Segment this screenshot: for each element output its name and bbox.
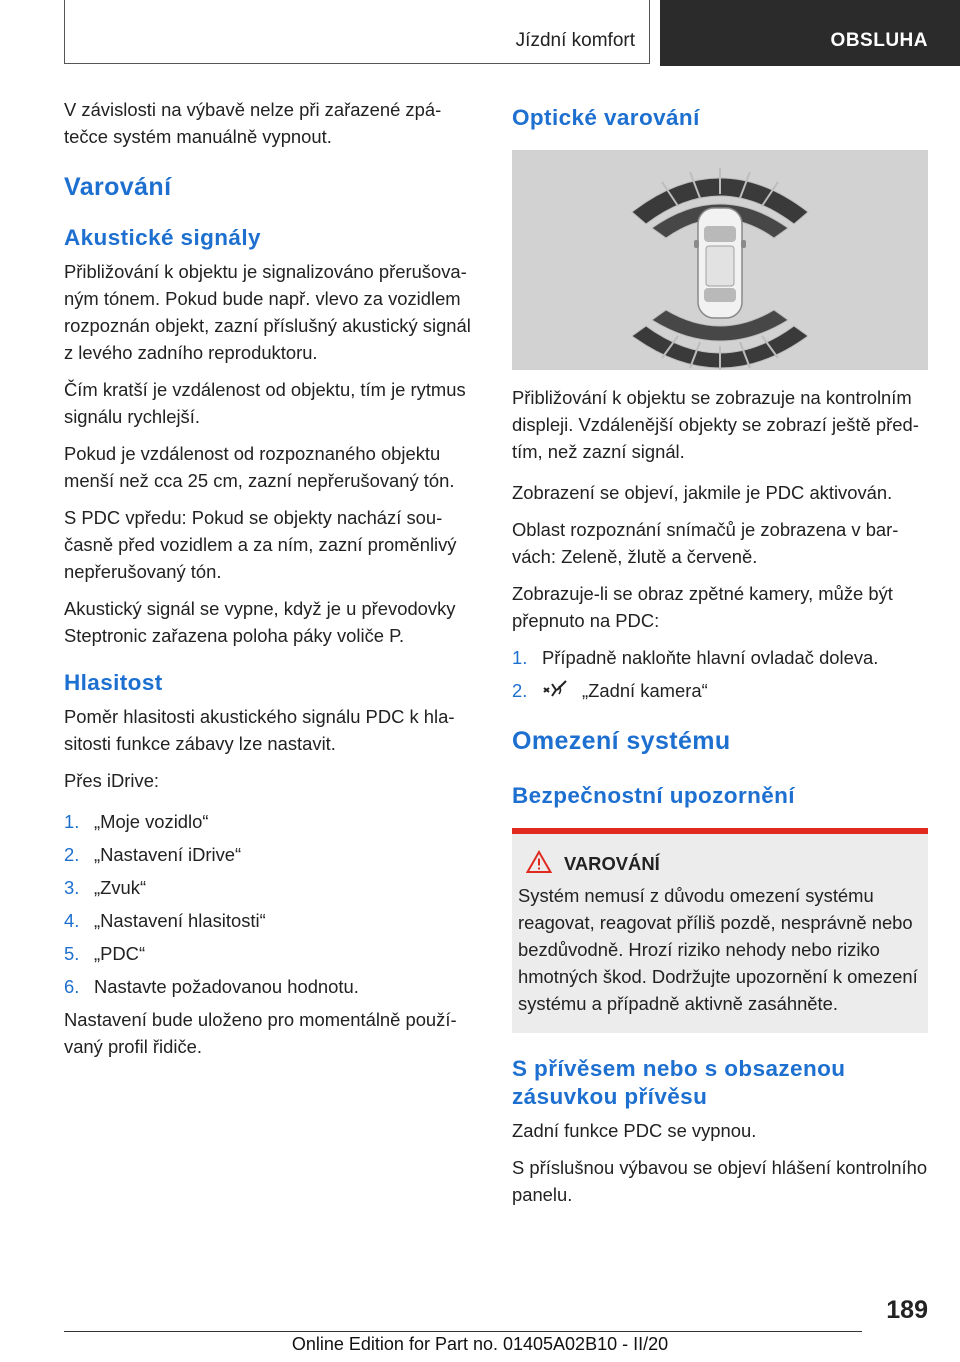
header-frame [64,0,650,64]
volume-paragraph-2: Přes iDrive: [64,770,160,791]
right-column [512,96,928,1218]
heading-warning: Varování [64,173,172,201]
chapter-tab-label: OBSLUHA [830,30,928,51]
list-item: 5. „PDC“ [64,943,146,964]
optical-paragraph-4: Zobrazuje-li se obraz zpětné kamery, může být přepnuto na PDC: [512,583,893,631]
heading-acoustic-signals: Akustické signály [64,225,261,250]
list-item: 1. „Moje vozidlo“ [64,811,209,832]
volume-paragraph-1: Poměr hlasitosti akustického signálu PDC k hlasitosti funkce zábavy lze nastavit. [64,706,455,754]
heading-optical-warning: Optické varování [512,105,700,130]
footer-edition: Online Edition for Part no. 01405A02B10 - II/20 [291,1334,669,1354]
pdc-display-illustration [512,150,928,370]
volume-paragraph-3: Nastavení bude uloženo pro momentálně používaný profil řidiče. [64,1009,457,1057]
acoustic-paragraph-3: Pokud je vzdálenost od rozpoznaného objektu menší než cca 25 cm, zazní nepřerušovaný tón. [64,443,455,491]
trailer-paragraph-2: S příslušnou výbavou se objeví hlášení kontrolního panelu. [512,1157,928,1205]
page-number: 189 [886,1296,928,1324]
chapter-tab[interactable] [660,0,960,66]
left-column [64,96,478,1070]
warning-label: VAROVÁNÍ [564,853,660,874]
optical-paragraph-2: Zobrazení se objeví, jakmile je PDC aktivován. [512,482,893,503]
trailer-paragraph-1: Zadní funkce PDC se vypnou. [512,1120,757,1141]
intro-paragraph: V závislosti na výbavě nelze při zařazené zpátečce systém manuálně vypnout. [64,99,442,147]
acoustic-paragraph-1: Přibližování k objektu je signalizováno přerušovaným tónem. Pokud bude např. vlevo za vozidlem rozpoznán objekt, zazní příslušný akustický signál z levého zadního reproduktoru. [64,261,471,363]
acoustic-paragraph-2: Čím kratší je vzdálenost od objektu, tím je rytmus signálu rychlejší. [64,379,466,427]
list-item: 2. „Nastavení iDrive“ [64,844,242,865]
section-title: Jízdní komfort [515,30,635,51]
heading-trailer: S přívěsem nebo s obsazenou zásuvkou přívěsu [512,1056,846,1109]
list-item: 1. Případně nakloňte hlavní ovladač doleva. [512,647,879,668]
footer-divider [64,1331,862,1332]
heading-system-limits: Omezení systému [512,727,731,755]
warning-box [512,828,928,1033]
list-item: 6. Nastavte požadovanou hodnotu. [64,976,359,997]
list-item: 2. „Zadní kamera“ [512,680,708,701]
camera-steps-list [512,644,928,704]
warning-text: Systém nemusí z důvodu omezení systému reagovat, reagovat příliš pozdě, nesprávně nebo bezdůvodně. Hrozí riziko nehody nebo riziko hmotných škod. Dodržujte upozornění k omezení systému a případně aktivně zasáhněte. [518,885,918,1014]
list-item: 4. „Nastavení hlasitosti“ [64,910,266,931]
heading-volume: Hlasitost [64,670,163,695]
optical-paragraph-3: Oblast rozpoznání snímačů je zobrazena v barvách: Zeleně, žlutě a červeně. [512,519,899,567]
acoustic-paragraph-4: S PDC vpředu: Pokud se objekty nachází současně před vozidlem a za ním, zazní proměnlivý nepřerušovaný tón. [64,507,457,582]
pdc-camera-icon [542,680,568,700]
pdc-car-diagram [512,150,928,370]
warning-triangle-icon [526,850,552,874]
idrive-steps-list [64,808,478,1000]
acoustic-paragraph-5: Akustický signál se vypne, když je u převodovky Steptronic zařazena poloha páky voliče P. [64,598,456,646]
warning-title [518,850,922,878]
list-item: 3. „Zvuk“ [64,877,147,898]
optical-paragraph-1: Přibližování k objektu se zobrazuje na kontrolním displeji. Vzdálenější objekty se zobrazí ještě předtím, než zazní signál. [512,387,919,462]
heading-safety-notes: Bezpečnostní upozornění [512,783,795,808]
